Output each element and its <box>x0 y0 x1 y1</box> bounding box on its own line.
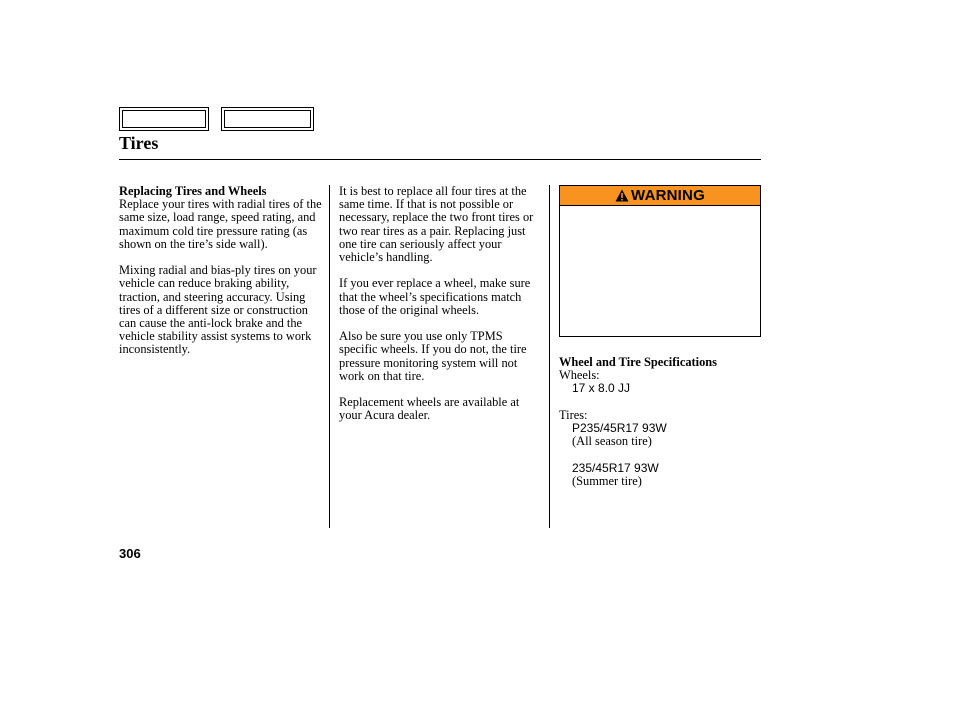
tire-all-season-note: (All season tire) <box>572 434 652 449</box>
tire-all-season-value: P235/45R17 93W <box>572 421 667 435</box>
column-replace-all-four <box>339 185 544 436</box>
specs-section <box>559 356 761 488</box>
paragraph-dealer: Replacement wheels are available at your Acura dealer. <box>339 395 520 423</box>
paragraph-replace-tires <box>119 185 322 251</box>
tires-label: Tires: <box>559 407 588 422</box>
tire-summer-note: (Summer tire) <box>572 473 642 488</box>
warning-label: WARNING <box>631 187 705 204</box>
paragraph-wheel-specs: If you ever replace a wheel, make sure that the wheel’s specifications match those of the original wheels. <box>339 276 531 317</box>
paragraph-text: Replace your tires with radial tires of the same size, load range, speed rating, and maximum cold tire pressure rating (as shown on the tire’s side wall). <box>119 197 322 251</box>
warning-box <box>559 185 761 337</box>
paragraph-tpms-wheels: Also be sure you use only TPMS specific wheels. If you do not, the tire pressure monitoring system will not work on that tire. <box>339 329 527 383</box>
page-title: Tires <box>119 133 159 153</box>
column-replacing-tires <box>119 185 322 370</box>
title-divider <box>119 159 761 160</box>
paragraph-replace-pairs: It is best to replace all four tires at the same time. If that is not possible or necessary, replace the two front tires or two rear tires as a pair. Replacing just one tire can seriously affect your vehicle’s handling. <box>339 184 534 265</box>
tire-summer-value: 235/45R17 93W <box>572 460 659 475</box>
warning-triangle-icon <box>615 189 629 202</box>
wheels-label: Wheels: <box>559 368 600 383</box>
section-heading-replacing: Replacing Tires and Wheels <box>119 184 267 198</box>
wheels-value: 17 x 8.0 JJ <box>572 381 631 396</box>
specs-heading: Wheel and Tire Specifications <box>559 355 717 369</box>
paragraph-mixing-tires: Mixing radial and bias-ply tires on your vehicle can reduce braking ability, traction, and steering accuracy. Using tires of a different size or construction can cause the anti-lock brake and the vehicle stability assist systems to work inconsistently. <box>119 263 317 357</box>
section-tab-2 <box>221 107 314 131</box>
warning-header <box>560 186 760 206</box>
column-divider-2 <box>549 185 550 528</box>
section-tab-1 <box>119 107 209 131</box>
page-number: 306 <box>119 546 141 561</box>
column-divider-1 <box>329 185 330 528</box>
